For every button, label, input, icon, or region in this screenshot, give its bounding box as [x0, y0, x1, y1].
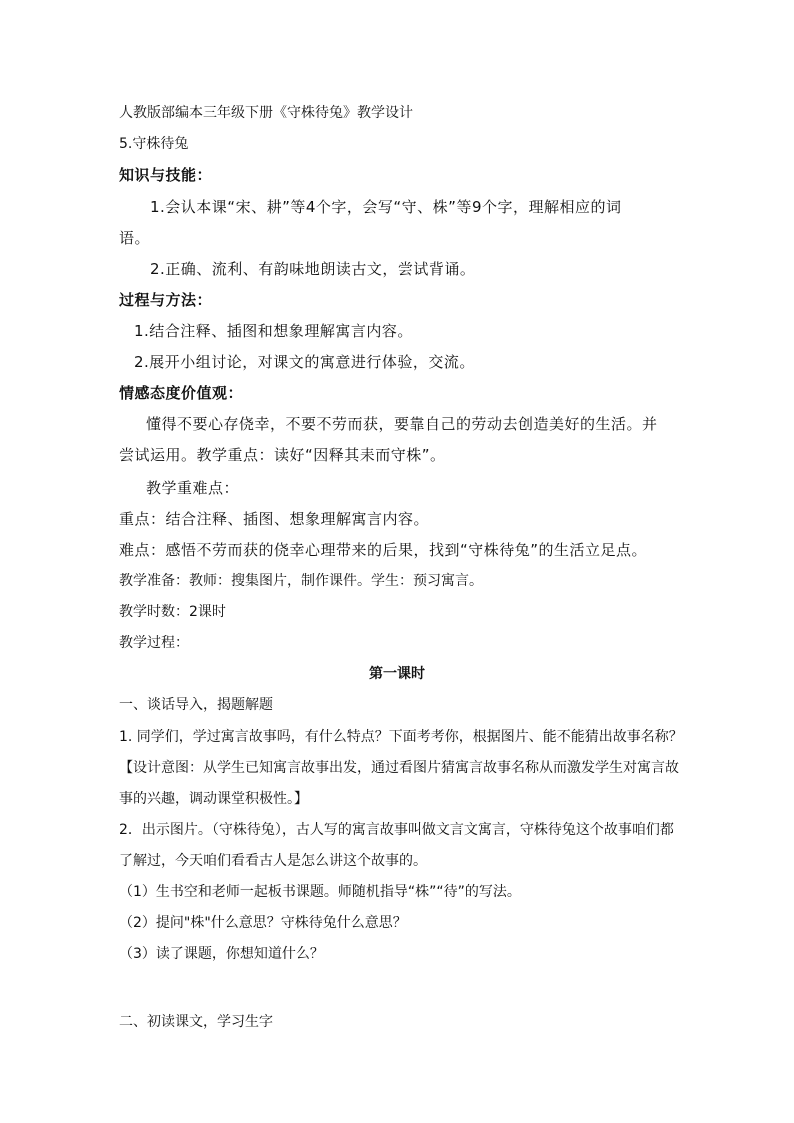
- item-1: 1. 同学们，学过寓言故事吗，有什么特点？下面考考你，根据图片、能不能猜出故事名称？: [119, 729, 683, 745]
- teaching-hours: 教学时数：2课时: [119, 604, 226, 620]
- design-intent: 【设计意图：从学生已知寓言故事出发，通过看图片猜寓言故事名称从而激发学生对寓言故: [119, 760, 679, 776]
- knowledge-item-1: 1.会认本课“宋、耕”等4个字，会写“守、株”等9个字，理解相应的词: [150, 198, 622, 216]
- item-2: 2．出示图片。（守株待兔），古人写的寓言故事叫做文言文寓言，守株待兔这个故事咱们都: [119, 822, 674, 838]
- knowledge-item-1-cont: 语。: [119, 229, 151, 247]
- design-intent-cont: 事的兴趣，调动课堂积极性。】: [119, 791, 308, 807]
- key-point: 重点：结合注释、插图、想象理解寓言内容。: [119, 510, 430, 528]
- emotion-paragraph-cont: 尝试运用。教学重点：读好“因释其耒而守株”。: [119, 446, 446, 464]
- sub-item-1: （1）生书空和老师一起板书课题。师随机指导“株”“待”的写法。: [119, 884, 521, 900]
- emotion-paragraph: 懂得不要心存侥幸，不要不劳而获，要靠自己的劳动去创造美好的生活。并: [146, 415, 658, 433]
- knowledge-item-2: 2.正确、流利、有韵味地朗读古文，尝试背诵。: [150, 260, 476, 278]
- process-item-2: 2.展开小组讨论，对课文的寓意进行体验，交流。: [134, 353, 475, 371]
- part-one-heading: 一、谈话导入，揭题解题: [119, 697, 273, 713]
- item-2-cont: 了解过，今天咱们看看古人是怎么讲这个故事的。: [119, 853, 427, 869]
- part-two-heading: 二、初读课文，学习生字: [119, 1014, 273, 1030]
- first-lesson-heading: 第一课时: [369, 666, 425, 682]
- header-title: 人教版部编本三年级下册《守株待兔》教学设计: [119, 105, 413, 121]
- section-knowledge-heading: 知识与技能：: [119, 166, 213, 184]
- difficult-point: 难点：感悟不劳而获的侥幸心理带来的后果，找到“守株待兔”的生活立足点。: [119, 541, 648, 559]
- key-difficult-heading: 教学重难点：: [146, 479, 240, 497]
- section-emotion-heading: 情感态度价值观：: [119, 384, 244, 402]
- teaching-preparation: 教学准备：教师：搜集图片，制作课件。学生：预习寓言。: [119, 573, 483, 589]
- process-item-1: 1.结合注释、插图和想象理解寓言内容。: [134, 322, 413, 340]
- section-process-heading: 过程与方法：: [119, 291, 213, 309]
- teaching-procedure: 教学过程：: [119, 635, 189, 651]
- sub-item-3: （3）读了课题，你想知道什么？: [119, 946, 324, 962]
- sub-item-2: （2）提问"株"什么意思？守株待兔什么意思？: [119, 915, 407, 931]
- lesson-title: 5.守株待兔: [119, 136, 189, 152]
